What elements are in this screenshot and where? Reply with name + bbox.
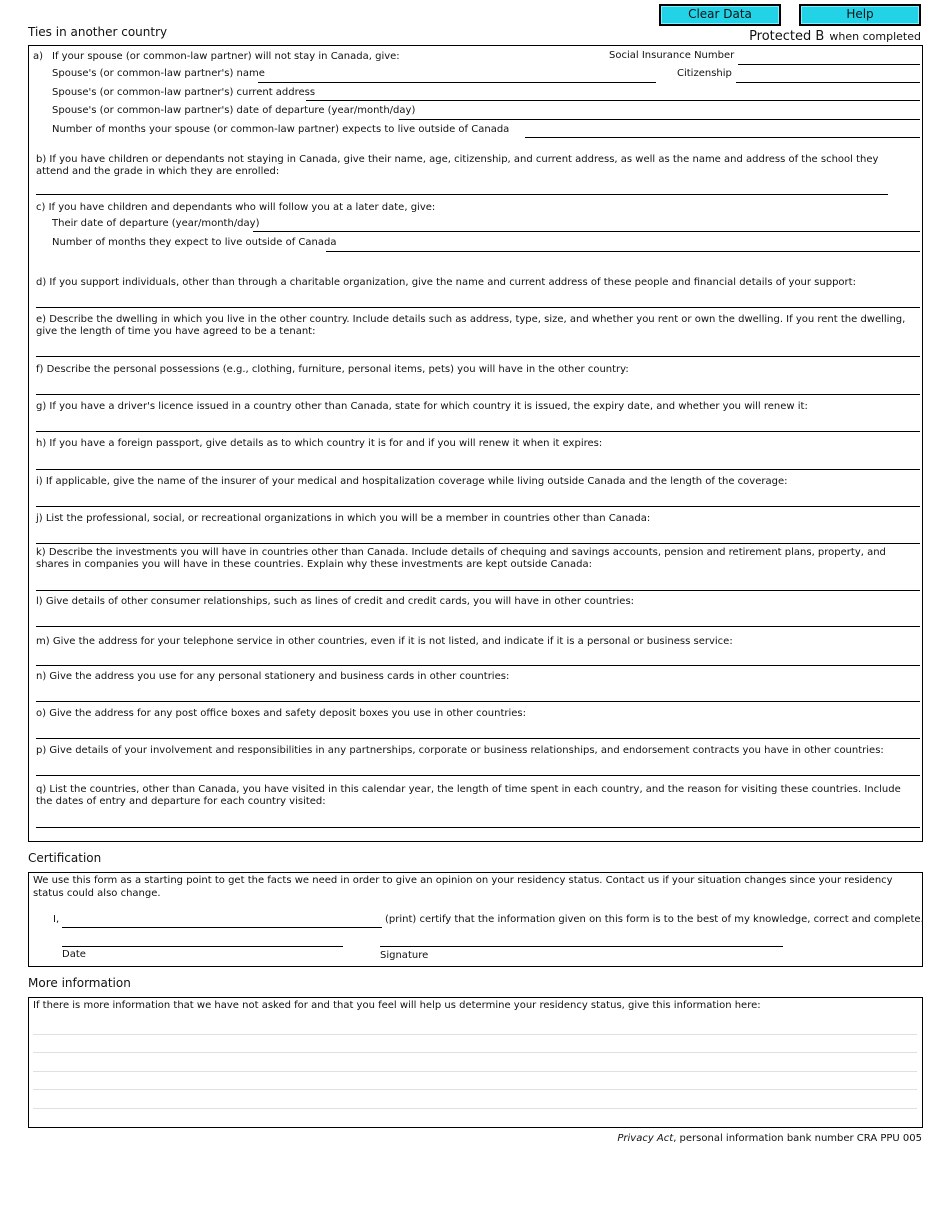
protected-b-label (749, 25, 921, 44)
certification-intro: We use this form as a starting point to get the facts we need in order to give an opinion on your residency status. Contact us if your situation changes since your residency status could also change. (33, 875, 893, 899)
spouse-departure-field[interactable] (399, 119, 920, 120)
spouse-name-label: Spouse's (or common-law partner's) name (52, 68, 265, 79)
item-l-text: l) Give details of other consumer relationships, such as lines of credit and credit cards, you will have in other countries: (36, 596, 635, 607)
citizenship-field[interactable] (736, 82, 920, 83)
item-d-text: d) If you support individuals, other than through a charitable organization, give the name and current address of these people and financial details of your support: (36, 277, 856, 288)
cert-signature-label: Signature (380, 950, 429, 961)
more-info-intro: If there is more information that we have not asked for and that you feel will help us determine your residency status, give this information here: (33, 1000, 761, 1011)
c-departure-label: Their date of departure (year/month/day) (52, 218, 260, 229)
spouse-months-label: Number of months your spouse (or common-law partner) expects to live outside of Canada (52, 124, 510, 135)
cert-date-field[interactable] (62, 946, 343, 947)
item-o-field[interactable] (36, 738, 920, 739)
item-m-field[interactable] (36, 665, 920, 666)
section-title-ties: Ties in another country (28, 25, 168, 39)
item-c-intro: c) If you have children and dependants who will follow you at a later date, give: (36, 202, 436, 213)
item-i-field[interactable] (36, 506, 920, 507)
protected-suffix: when completed (829, 30, 921, 43)
item-d-field[interactable] (36, 307, 920, 308)
spouse-months-field[interactable] (525, 137, 920, 138)
cert-name-field[interactable] (62, 927, 382, 928)
bank-number-text: , personal information bank number CRA PPU 005 (673, 1133, 922, 1144)
spouse-name-field[interactable] (258, 82, 656, 83)
item-i-text: i) If applicable, give the name of the insurer of your medical and hospitalization coverage while living outside Canada and the length of the coverage: (36, 476, 788, 487)
item-f-text: f) Describe the personal possessions (e.g., clothing, furniture, personal items, pets) you will have in the other country: (36, 364, 629, 375)
protected-text: Protected B (749, 29, 825, 44)
item-e-text: e) Describe the dwelling in which you live in the other country. Include details such as address, type, size, and whether you rent or own the dwelling. If you rent the dwelling, give the length of time you have agreed to be a tenant: (36, 314, 906, 337)
item-a-number: a) (33, 51, 44, 62)
item-g-field[interactable] (36, 431, 920, 432)
item-a-intro: If your spouse (or common-law partner) will not stay in Canada, give: (52, 51, 400, 62)
item-q-text: q) List the countries, other than Canada, you have visited in this calendar year, the length of time spent in each country, and the reason for visiting these countries. Include the dates of entry and departure for each country visited: (36, 784, 901, 807)
more-info-title: More information (28, 976, 131, 990)
item-b-text: b) If you have children or dependants not staying in Canada, give their name, age, citizenship, and current address, as well as the name and address of the school they attend and the grade in which they are enrolled: (36, 154, 879, 177)
more-info-line[interactable] (33, 1034, 917, 1035)
privacy-footer (617, 1133, 922, 1144)
item-n-text: n) Give the address you use for any personal stationery and business cards in other countries: (36, 671, 510, 682)
c-months-field[interactable] (326, 251, 920, 252)
item-g-text: g) If you have a driver's licence issued in a country other than Canada, state for which country it is issued, the expiry date, and whether you will renew it: (36, 401, 808, 412)
cert-signature-field[interactable] (380, 946, 783, 947)
item-j-text: j) List the professional, social, or recreational organizations in which you will be a member in countries other than Canada: (36, 513, 651, 524)
more-info-line[interactable] (33, 1071, 917, 1072)
item-o-text: o) Give the address for any post office boxes and safety deposit boxes you use in other countries: (36, 708, 526, 719)
cert-date-label: Date (62, 949, 86, 960)
c-months-label: Number of months they expect to live outside of Canada (52, 237, 337, 248)
item-k-text: k) Describe the investments you will have in countries other than Canada. Include details of chequing and savings accounts, pension and retirement plans, property, and shares in companies you will have in these countries. Explain why these investments are kept outside Canada: (36, 547, 886, 570)
cert-i-label: I, (53, 914, 60, 925)
item-p-field[interactable] (36, 775, 920, 776)
item-b-field[interactable] (36, 194, 888, 195)
item-p-text: p) Give details of your involvement and responsibilities in any partnerships, corporate or business relationships, and endorsement contracts you have in other countries: (36, 745, 884, 756)
item-j-field[interactable] (36, 543, 920, 544)
sin-field[interactable] (738, 64, 920, 65)
spouse-address-label: Spouse's (or common-law partner's) current address (52, 87, 316, 98)
more-info-line[interactable] (33, 1108, 917, 1109)
more-info-line[interactable] (33, 1089, 917, 1090)
item-f-field[interactable] (36, 394, 920, 395)
clear-data-button[interactable]: Clear Data (659, 4, 781, 26)
c-departure-field[interactable] (253, 231, 920, 232)
cert-statement: (print) certify that the information given on this form is to the best of my knowledge, correct and complete. (385, 914, 924, 925)
privacy-act-text: Privacy Act (617, 1133, 674, 1144)
spouse-address-field[interactable] (306, 100, 920, 101)
more-info-line[interactable] (33, 1052, 917, 1053)
item-e-field[interactable] (36, 356, 920, 357)
citizenship-label: Citizenship (677, 68, 732, 79)
help-button[interactable]: Help (799, 4, 921, 26)
item-h-field[interactable] (36, 469, 920, 470)
item-m-text: m) Give the address for your telephone service in other countries, even if it is not listed, and indicate if it is a personal or business service: (36, 636, 733, 647)
item-q-field[interactable] (36, 827, 920, 828)
item-k-field[interactable] (36, 590, 920, 591)
sin-label: Social Insurance Number (609, 50, 735, 61)
item-n-field[interactable] (36, 701, 920, 702)
spouse-departure-label: Spouse's (or common-law partner's) date of departure (year/month/day) (52, 105, 416, 116)
item-h-text: h) If you have a foreign passport, give details as to which country it is for and if you will renew it when it expires: (36, 438, 603, 449)
item-l-field[interactable] (36, 626, 920, 627)
certification-title: Certification (28, 851, 102, 865)
